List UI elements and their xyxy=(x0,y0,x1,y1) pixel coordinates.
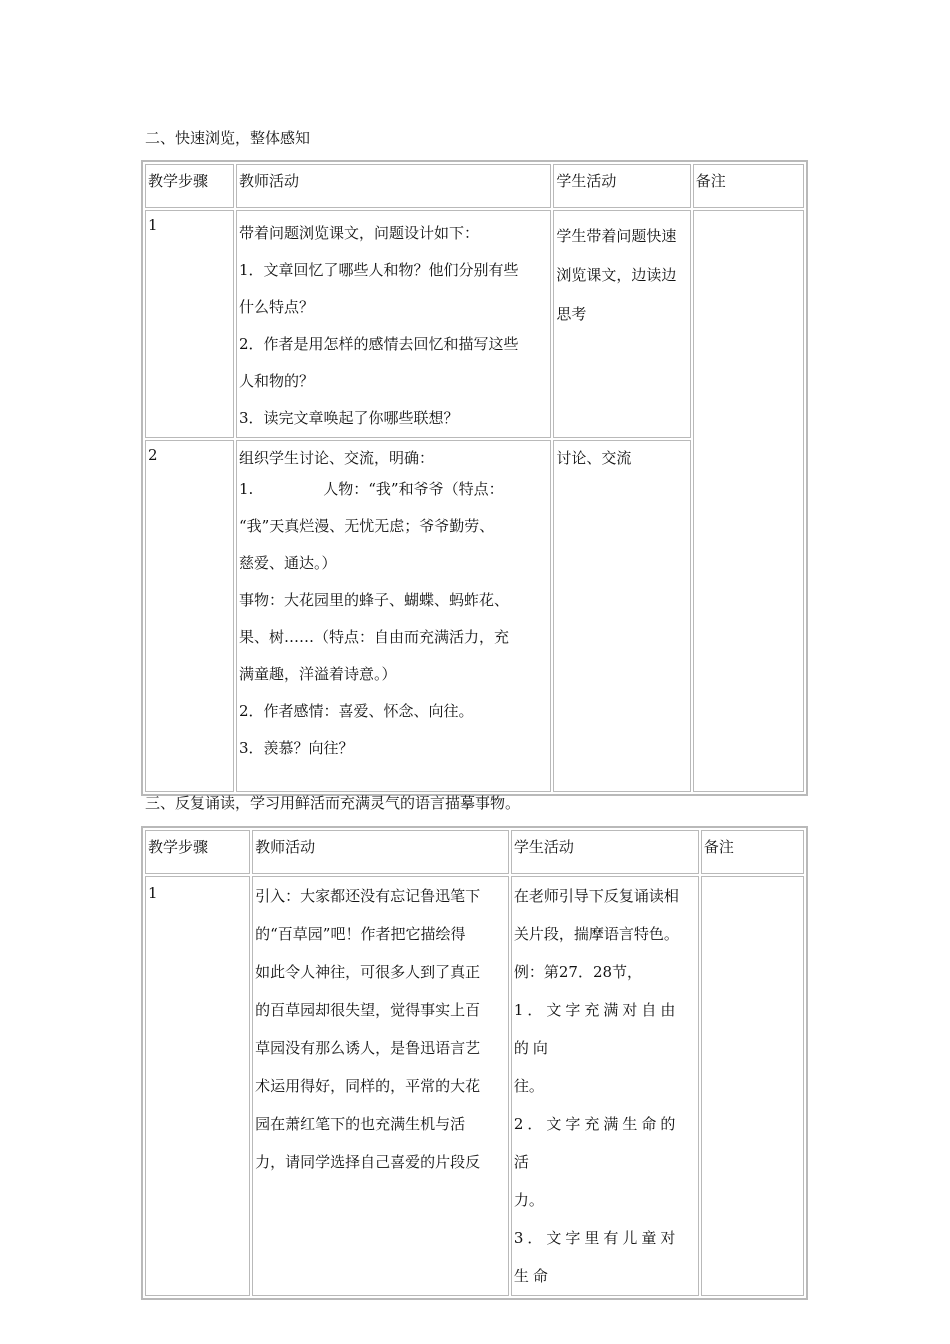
section-heading-2: 二、快速浏览，整体感知 xyxy=(145,129,311,147)
text-line: 的“百草园”吧！作者把它描绘得 xyxy=(255,925,466,943)
text-line: 2．作者感情：喜爱、怀念、向往。 xyxy=(238,702,474,720)
text-line: 在老师引导下反复诵读相 xyxy=(513,887,679,905)
step-cell: 2 xyxy=(145,440,234,792)
text-line: 带着问题浏览课文，问题设计如下： xyxy=(238,224,479,242)
list-text: 人物：“我”和爷爷（特点： xyxy=(323,480,504,498)
text-line: 1．文字充满对自由的向 xyxy=(513,1001,680,1057)
header-student: 学生活动 xyxy=(553,164,690,208)
table-row xyxy=(145,876,804,1296)
header-teacher: 教师活动 xyxy=(236,164,551,208)
text-line: 学生带着问题快速 xyxy=(556,227,677,245)
section-heading-3: 三、反复诵读，学习用鲜活而充满灵气的语言描摹事物。 xyxy=(145,794,521,812)
step-cell: 1 xyxy=(145,876,250,1296)
text-line: 慈爱、通达。） xyxy=(238,554,337,572)
header-note: 备注 xyxy=(701,830,804,874)
header-note: 备注 xyxy=(693,164,804,208)
text-line: 思考 xyxy=(556,305,587,323)
text-line: 力。 xyxy=(513,1191,544,1209)
text-line: 1．文章回忆了哪些人和物？他们分别有些 xyxy=(238,261,519,279)
student-activity-cell xyxy=(553,440,690,792)
text-line: 人和物的？ xyxy=(238,372,314,390)
text-line: “我”天真烂漫、无忧无虑；爷爷勤劳、 xyxy=(238,517,495,535)
text-line: 草园没有那么诱人，是鲁迅语言艺 xyxy=(255,1039,481,1057)
text-line: 如此令人神往，可很多人到了真正 xyxy=(255,963,481,981)
text-line: 2．作者是用怎样的感情去回忆和描写这些 xyxy=(238,335,519,353)
text-line: 往。 xyxy=(513,1077,544,1095)
text-line: 力，请同学选择自己喜爱的片段反 xyxy=(255,1153,481,1171)
header-teacher: 教师活动 xyxy=(252,830,509,874)
text-line: 引入：大家都还没有忘记鲁迅笔下 xyxy=(255,887,481,905)
text-line xyxy=(239,471,548,508)
text-line: 讨论、交流 xyxy=(556,449,632,467)
header-student: 学生活动 xyxy=(511,830,699,874)
teacher-activity-cell xyxy=(252,876,509,1296)
teacher-activity-cell xyxy=(236,210,551,438)
table-header-row xyxy=(145,164,804,208)
text-line: 3．读完文章唤起了你哪些联想？ xyxy=(238,409,459,427)
student-activity-cell xyxy=(553,210,690,438)
text-line: 2．文字充满生命的活 xyxy=(513,1115,680,1171)
student-activity-cell xyxy=(511,876,699,1296)
teacher-activity-cell xyxy=(236,440,551,792)
text-line: 浏览课文，边读边 xyxy=(556,266,677,284)
note-cell xyxy=(693,210,804,792)
text-line: 果、树……（特点：自由而充满活力，充 xyxy=(238,628,509,646)
step-cell: 1 xyxy=(145,210,234,438)
text-line: 3．羡慕？向往？ xyxy=(238,739,354,757)
text-line: 的百草园却很失望，觉得事实上百 xyxy=(255,1001,481,1019)
header-step: 教学步骤 xyxy=(145,164,234,208)
list-number: 1. xyxy=(238,480,254,498)
text-line: 3．文字里有儿童对生命 xyxy=(513,1229,680,1285)
text-line: 事物：大花园里的蜂子、蝴蝶、蚂蚱花、 xyxy=(238,591,509,609)
text-line: 术运用得好，同样的，平常的大花 xyxy=(255,1077,481,1095)
text-line: 什么特点？ xyxy=(238,298,314,316)
text-line: 园在萧红笔下的也充满生机与活 xyxy=(255,1115,466,1133)
text-line: 满童趣，洋溢着诗意。） xyxy=(238,665,397,683)
text-line: 关片段，揣摩语言特色。 xyxy=(513,925,679,943)
overview-table xyxy=(141,160,808,796)
header-step: 教学步骤 xyxy=(145,830,250,874)
text-line: 组织学生讨论、交流，明确： xyxy=(238,449,434,467)
table-header-row xyxy=(145,830,804,874)
recitation-table xyxy=(141,826,808,1300)
note-cell xyxy=(701,876,804,1296)
text-line: 例：第27．28节， xyxy=(513,963,643,981)
table-row xyxy=(145,210,804,438)
